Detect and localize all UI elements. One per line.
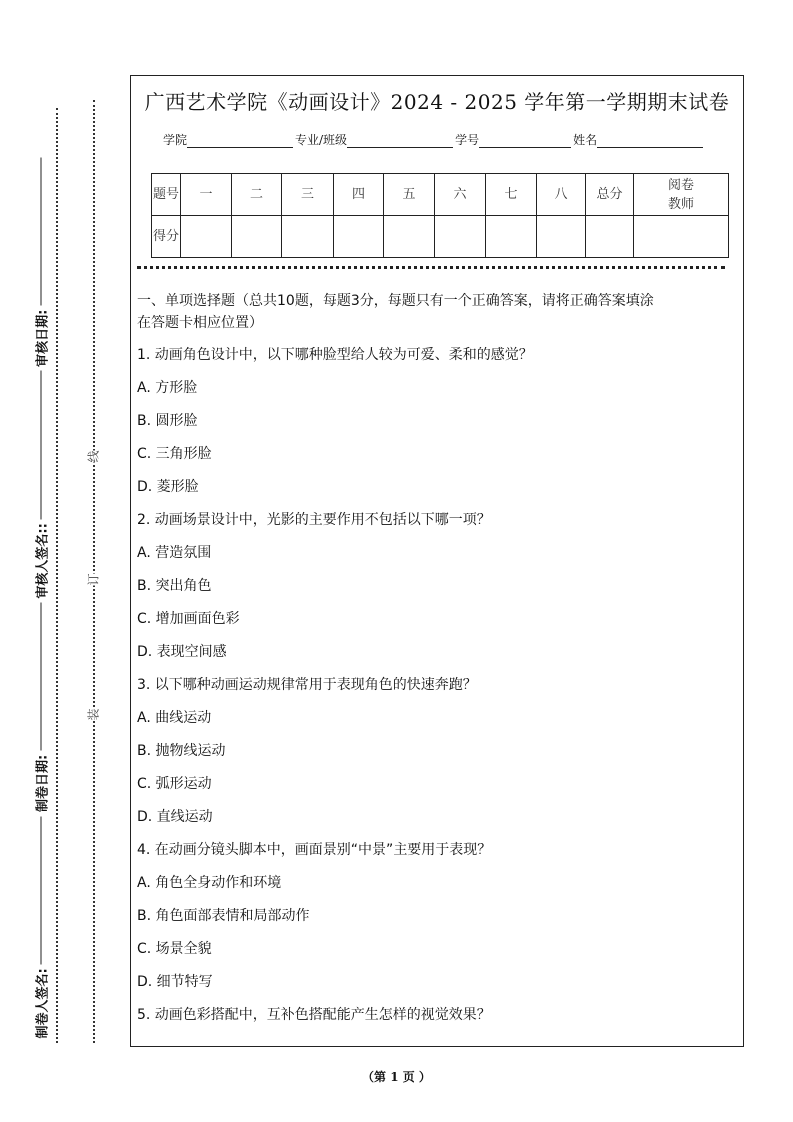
col-header: 一 — [181, 174, 232, 216]
question-5: 5. 动画色彩搭配中，互补色搭配能产生怎样的视觉效果？ — [137, 1007, 491, 1023]
grader-header — [634, 174, 729, 216]
score-cell[interactable] — [232, 216, 282, 258]
exam-title: 广西艺术学院《动画设计》2024 - 2025 学年第一学期期末试卷 — [144, 90, 730, 114]
option: A. 角色全身动作和环境 — [137, 875, 282, 891]
score-table — [151, 173, 729, 258]
college-label: 学院 — [163, 133, 188, 147]
major-class-field[interactable] — [347, 133, 453, 148]
binding-char-zhuang: 装 — [86, 708, 101, 721]
reviewer-signature-label: 审核人签名:: — [35, 523, 50, 599]
reviewer-signature-line[interactable] — [40, 371, 41, 519]
binding-dotted-line — [93, 100, 95, 1043]
outer-dotted-line — [56, 108, 58, 1043]
option: A. 营造氛围 — [137, 545, 212, 561]
option: C. 场景全貌 — [137, 941, 212, 957]
score-cell[interactable] — [634, 216, 729, 258]
score-cell[interactable] — [334, 216, 384, 258]
signature-margin — [31, 154, 51, 1039]
score-cell[interactable] — [537, 216, 586, 258]
score-cell[interactable] — [586, 216, 634, 258]
col-header: 总分 — [586, 174, 634, 216]
student-id-label: 学号 — [455, 133, 480, 147]
option: B. 抛物线运动 — [137, 743, 226, 759]
score-cell[interactable] — [486, 216, 537, 258]
row-header: 得分 — [152, 216, 181, 258]
score-row — [152, 216, 729, 258]
col-header: 七 — [486, 174, 537, 216]
option: C. 弧形运动 — [137, 776, 212, 792]
binding-char-ding: 订 — [86, 573, 101, 586]
maker-date-label: 制卷日期: — [35, 754, 50, 813]
option: C. 三角形脸 — [137, 446, 212, 462]
maker-signature-line[interactable] — [40, 816, 41, 964]
option: A. 方形脸 — [137, 380, 198, 396]
grader-header-line2: 教师 — [667, 196, 694, 212]
dotted-separator — [137, 266, 725, 269]
option: B. 突出角色 — [137, 578, 212, 594]
col-header: 六 — [435, 174, 486, 216]
option: D. 直线运动 — [137, 809, 213, 825]
question-1: 1. 动画角色设计中，以下哪种脸型给人较为可爱、柔和的感觉？ — [137, 347, 533, 363]
maker-signature-label: 制卷人签名: — [35, 968, 50, 1039]
score-cell[interactable] — [181, 216, 232, 258]
col-header: 二 — [232, 174, 282, 216]
binding-char-xian: 线 — [86, 450, 101, 463]
grader-header-line1: 阅卷 — [667, 177, 694, 193]
option: C. 增加画面色彩 — [137, 611, 240, 627]
row-header: 题号 — [152, 174, 181, 216]
name-field[interactable] — [597, 133, 703, 148]
col-header: 三 — [282, 174, 334, 216]
col-header: 八 — [537, 174, 586, 216]
option: D. 菱形脸 — [137, 479, 199, 495]
option: D. 表现空间感 — [137, 644, 227, 660]
score-cell[interactable] — [435, 216, 486, 258]
maker-date-line[interactable] — [40, 603, 41, 751]
question-2: 2. 动画场景设计中，光影的主要作用不包括以下哪一项？ — [137, 512, 491, 528]
review-date-line[interactable] — [40, 157, 41, 305]
question-4: 4. 在动画分镜头脚本中，画面景别“中景”主要用于表现？ — [137, 842, 492, 858]
option: B. 角色面部表情和局部动作 — [137, 908, 310, 924]
section-heading — [137, 290, 737, 334]
score-cell[interactable] — [282, 216, 334, 258]
student-info-row — [163, 131, 705, 148]
col-header: 四 — [334, 174, 384, 216]
score-cell[interactable] — [384, 216, 435, 258]
question-section — [137, 290, 737, 1037]
review-date-label: 审核日期: — [35, 309, 50, 367]
page-number: （第 1 页 ） — [362, 1070, 431, 1084]
option: D. 细节特写 — [137, 974, 213, 990]
section-heading-line1: 一、单项选择题（总共10题，每题3分，每题只有一个正确答案，请将正确答案填涂 — [137, 293, 654, 309]
question-number-row — [152, 174, 729, 216]
name-label: 姓名 — [573, 133, 598, 147]
student-id-field[interactable] — [479, 133, 571, 148]
college-field[interactable] — [187, 133, 293, 148]
col-header: 五 — [384, 174, 435, 216]
major-class-label: 专业/班级 — [295, 133, 348, 147]
question-3: 3. 以下哪种动画运动规律常用于表现角色的快速奔跑？ — [137, 677, 477, 693]
option: B. 圆形脸 — [137, 413, 198, 429]
section-heading-line2: 在答题卡相应位置） — [137, 315, 263, 331]
option: A. 曲线运动 — [137, 710, 212, 726]
